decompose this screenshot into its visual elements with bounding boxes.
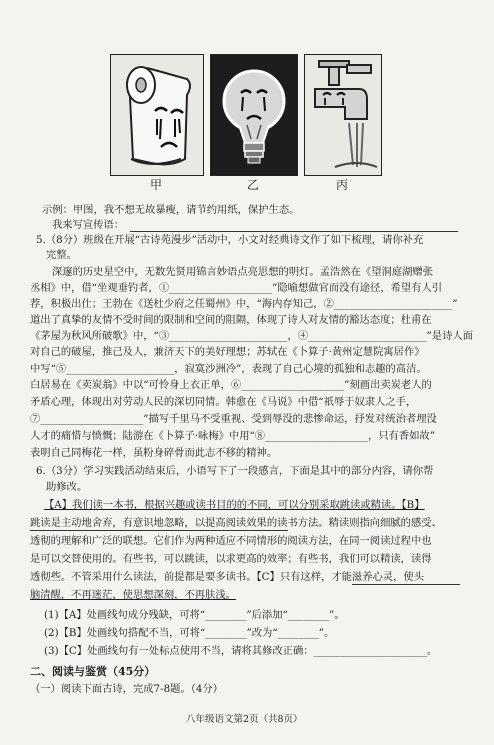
q6-sub-question: (3)【C】处画线句有一处标点使用不当，请将其修改正确：______________________。 bbox=[44, 645, 438, 657]
q6-paragraph-line: 【A】我们读一本书，根据兴趣或读书目的的不同，可以分别采取跳读或精读。【B】 bbox=[44, 499, 425, 511]
q6-paragraph-line: 跳读是主动地舍弃，有意识地忽略，以提高阅读效果的读书方法。精读则指向细腻的感受、 bbox=[30, 517, 442, 529]
q5-line: 白居易在《卖炭翁》中以“可怜身上衣正单，⑥____________________”刻画出卖炭老人的 bbox=[30, 379, 432, 391]
q5-line: 对自己的破屋，推己及人，兼济天下的美好理想；苏轼在《卜算子·黄州定慧院寓居作》 bbox=[30, 346, 425, 358]
q6-sub-question: (1)【A】处画线句成分残缺，可将“________”后添加“________”。 bbox=[44, 609, 345, 621]
q6-paragraph-line: 是可以交替使用的。有些书，可以跳读，以求更高的效率；有些书，我们可以精读，读得 bbox=[30, 553, 432, 565]
q5-line: 荐，积极出仕；王勃在《送杜少府之任蜀州》中，“海内存知己，②_______________________” bbox=[30, 298, 458, 310]
q5-line: 人才的痛惜与愤慨；陆游在《卜算子·咏梅》中用“⑧____________________，只有香如故” bbox=[30, 430, 436, 442]
q5-question-head-cont: 完整。 bbox=[46, 249, 77, 261]
paper-roll-crying-icon bbox=[111, 55, 203, 175]
figure-label-yi: 乙 bbox=[246, 178, 259, 192]
q4-example-text: 示例：甲图，我不想无故暴瘦，请节约用纸，保护生态。 bbox=[42, 204, 300, 216]
q6-c-underline bbox=[352, 584, 460, 585]
q5-line: 《茅屋为秋风所破歌》中，“③_______________________，④_______________________”是诗人面 bbox=[30, 330, 473, 342]
q4-prompt-text: 我来写宣传语： bbox=[52, 219, 125, 231]
q5-line: 中写“⑤_____________________，寂寞沙洲冷”，表现了自己心境的孤独和志趣的高洁。 bbox=[30, 363, 427, 375]
figure-yi-panel bbox=[210, 54, 298, 176]
figure-label-jia: 甲 bbox=[149, 178, 162, 192]
q5-line: 深邃的历史星空中，无数先贤用锦言妙语点亮思想的明灯。孟浩然在《望洞庭湖赠张 bbox=[52, 266, 433, 278]
section-2-title: 二、阅读与鉴赏（45分） bbox=[30, 665, 156, 678]
faucet-crying-icon bbox=[305, 55, 381, 175]
q6-question-head: 6.（3分）学习实践活动结束后，小语写下了一段感言，下面是其中的部分内容，请你帮 bbox=[36, 465, 434, 477]
figure-jia-panel bbox=[110, 54, 204, 176]
section-2-subheading: （一）阅读下面古诗，完成7-8题。（4分） bbox=[30, 683, 224, 695]
figure-label-bing: 丙 bbox=[335, 178, 348, 192]
q4-answer-line[interactable] bbox=[130, 231, 458, 232]
page-footer: 八年级语文第2页（共8页） bbox=[186, 714, 303, 725]
q5-line: ⑦____________________”描写千里马不受重视、受到辱没的悲惨命运，抒发对统治者埋没 bbox=[30, 413, 437, 425]
q6-paragraph-line: 透彻些。不管采用什么读法，前提都是要多读书。【C】只有这样，才能滋养心灵，使头 bbox=[30, 571, 425, 583]
q6-paragraph-line: 脑清醒，不再迷茫，使思想深刻，不再肤浅。 bbox=[30, 589, 236, 601]
q5-line: 丞相》中，借“坐观垂钓者，①____________________”隐喻想做官而没有途径，希望有人引 bbox=[30, 282, 443, 294]
q6-b-underline bbox=[30, 530, 288, 531]
q6-paragraph-line: 透彻的理解和广泛的联想。它们作为两种适应不同情形的阅读方法，在同一阅读过程中也 bbox=[30, 535, 432, 547]
figure-bing-panel bbox=[304, 54, 382, 176]
q5-line: 表明自己同梅花一样，虽粉身碎骨而此志不移的精神。 bbox=[30, 447, 278, 459]
q5-line: 道出了真挚的友情不受时间的限制和空间的阻隔，体现了诗人对友情的豁达态度；杜甫在 bbox=[30, 314, 432, 326]
q5-question-head: 5.（8分）班级在开展“古诗苑漫步”活动中，小文对经典诗文作了如下梳理，请你补充 bbox=[36, 234, 424, 246]
q5-line: 矛盾心理，体现出对劳动人民的深切同情。韩愈在《马说》中借“祇辱于奴隶人之手， bbox=[30, 396, 417, 408]
lightbulb-crying-icon bbox=[211, 55, 297, 175]
q6-sub-question: (2)【B】处画线句搭配不当，可将“________”改为“________”。 bbox=[44, 627, 335, 639]
q6-question-head-cont: 助修改。 bbox=[46, 481, 88, 493]
